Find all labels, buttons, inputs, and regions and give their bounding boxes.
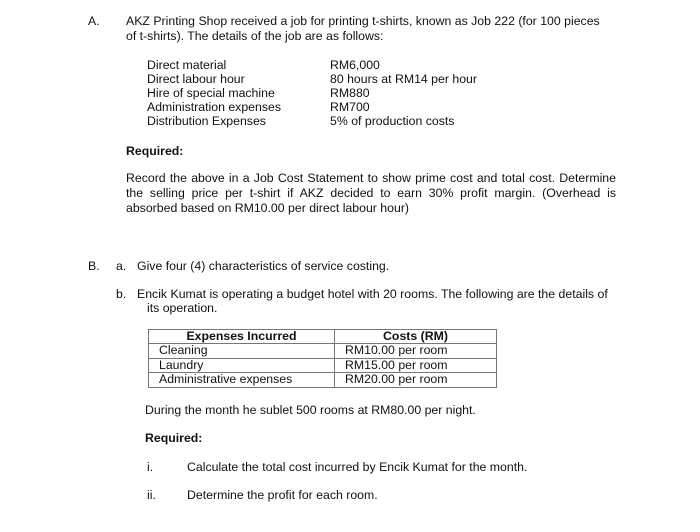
question-text: Calculate the total cost incurred by Encik Kumat for the month. [187,460,528,474]
table-header: Expenses Incurred [149,330,335,344]
detail-label: Administration expenses [147,100,281,114]
table-cell: RM15.00 per room [335,358,497,372]
detail-value: RM880 [330,86,370,100]
required-heading: Required: [126,144,184,158]
detail-value: 80 hours at RM14 per hour [330,72,477,86]
question-text: Determine the profit for each room. [187,488,378,502]
question-marker: ii. [147,488,156,502]
table-cell: Laundry [149,358,335,372]
question-b-marker: b. [116,287,127,301]
table-header-row [149,330,497,344]
question-a-marker: a. [116,259,127,273]
section-a-intro: of t-shirts). The details of the job are as follows: [126,29,384,43]
detail-value: RM700 [330,100,370,114]
table-cell: Cleaning [149,344,335,358]
question-a-text: Give four (4) characteristics of service costing. [137,259,390,273]
detail-value: RM6,000 [330,58,380,72]
table-row [149,373,497,387]
required-heading: Required: [145,431,203,445]
section-a-marker: A. [88,14,100,28]
question-b-text: its operation. [147,301,218,315]
section-a-intro: AKZ Printing Shop received a job for printing t-shirts, known as Job 222 (for 100 pieces [126,14,600,28]
detail-value: 5% of production costs [330,114,455,128]
table-row [149,358,497,372]
table-header: Costs (RM) [335,330,497,344]
question-marker: i. [147,460,154,474]
detail-label: Direct material [147,58,227,72]
required-text: Record the above in a Job Cost Statement to show prime cost and total cost. Determine the selling price per t-shirt if AKZ decided to earn 30% profit margin. (Overhead is absorbed based on RM10.00 per direct labour hour) [126,171,616,215]
section-b-marker: B. [88,259,100,273]
sublet-text: During the month he sublet 500 rooms at RM80.00 per night. [145,403,476,417]
question-b-text: Encik Kumat is operating a budget hotel with 20 rooms. The following are the details of [137,287,608,301]
detail-label: Direct labour hour [147,72,245,86]
detail-label: Hire of special machine [147,86,275,100]
expenses-table [148,329,497,388]
table-cell: Administrative expenses [149,373,335,387]
table-cell: RM20.00 per room [335,373,497,387]
table-cell: RM10.00 per room [335,344,497,358]
table-row [149,344,497,358]
detail-label: Distribution Expenses [147,114,266,128]
